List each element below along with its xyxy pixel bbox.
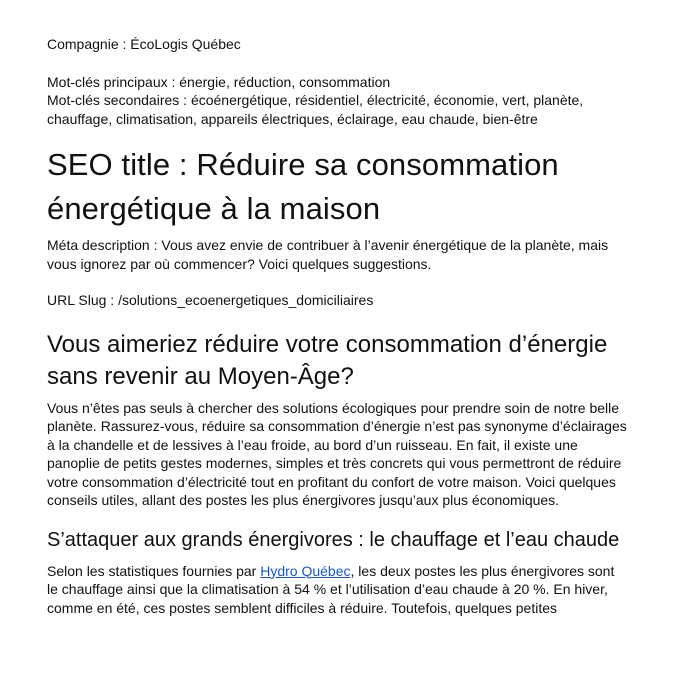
- url-slug: URL Slug : /solutions_ecoenergetiques_domiciliaires: [47, 292, 374, 308]
- sub-heading: S’attaquer aux grands énergivores : le chauffage et l’eau chaude: [47, 528, 620, 551]
- meta-description: Méta description : Vous avez envie de contribuer à l’avenir énergétique de la planète, mais vous ignorez par où commencer? Voici quelques suggestions.: [47, 237, 609, 272]
- stats-paragraph: [47, 562, 627, 618]
- main-heading: Vous aimeriez réduire votre consommation d’énergie sans revenir au Moyen-Âge?: [47, 330, 608, 390]
- hydro-quebec-link[interactable]: Hydro Québec: [260, 562, 351, 579]
- stats-text-before-link: Selon les statistiques fournies par: [47, 562, 261, 579]
- secondary-keywords: Mot-clés secondaires : écoénergétique, résidentiel, électricité, économie, vert, planète, chauffage, climatisation, appareils électriques, éclairage, eau chaude, bien-être: [47, 92, 584, 127]
- primary-keywords: Mot-clés principaux : énergie, réduction, consommation: [47, 73, 391, 90]
- company-line: Compagnie : ÉcoLogis Québec: [47, 36, 241, 52]
- seo-title: SEO title : Réduire sa consommation énergétique à la maison: [47, 147, 559, 226]
- intro-paragraph: Vous n’êtes pas seuls à chercher des solutions écologiques pour prendre soin de notre belle planète. Rassurez-vous, réduire sa consommation d’énergie n’est pas synonyme d’éclairages à la chandelle et de lessives à l’eau froide, au bord d’un ruisseau. En fait, il existe une panoplie de petits gestes modernes, simples et très concrets qui vous permettront de réduire votre consommation d’électricité tout en profitant du confort de votre maison. Voici quelques conseils utiles, allant des postes les plus énergivores jusqu’aux plus économiques.: [47, 399, 627, 508]
- stats-text-after-link: , les deux postes les plus énergivores sont le chauffage ainsi que la climatisation à 54 % et l’utilisation d’eau chaude à 20 %. En hiver, comme en été, ces postes semblent difficiles à réduire. Toutefois, quelques petites: [47, 562, 615, 616]
